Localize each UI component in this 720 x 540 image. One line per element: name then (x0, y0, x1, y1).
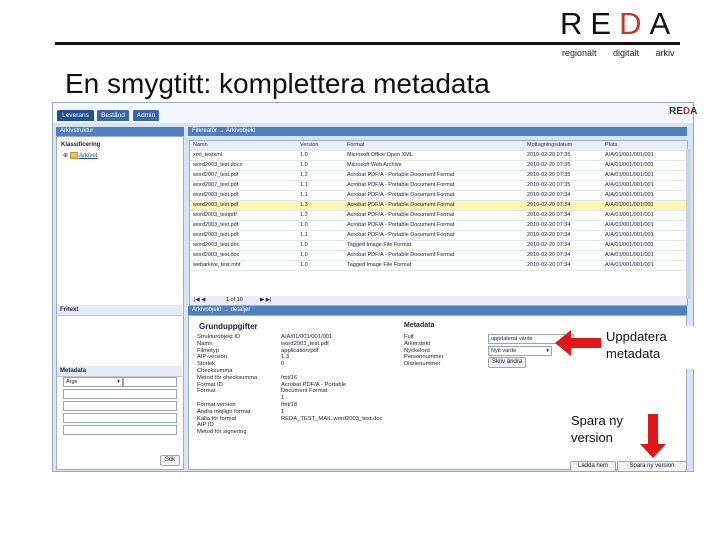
table-cell: Microsoft Office Open XML (347, 152, 413, 158)
detail-line: Acrobat PDF/A - Portable (281, 381, 347, 388)
table-cell: A/A/01/001/001/001 (605, 222, 654, 228)
table-cell: word2003_test.pdf (193, 232, 239, 238)
slide-title: En smygtitt: komplettera metadata (65, 68, 490, 99)
table-cell: 2010-02-20 07:34 (527, 222, 571, 228)
table-cell: 2010-02-20 07:34 (527, 202, 571, 208)
table-cell: word2003_test.pdf (193, 222, 239, 228)
chevron-down-icon: ▾ (546, 348, 549, 354)
detail-line: AIP ID (197, 422, 214, 429)
add-value-button[interactable]: Skriv ändra (488, 357, 526, 368)
tab-bestand[interactable]: Bestånd (97, 110, 129, 121)
table-cell: A/A/01/001/001/001 (605, 242, 654, 248)
detail-line: Format ID (197, 381, 223, 388)
detail-line: Storlek (197, 361, 216, 368)
down-arrow-icon (640, 414, 666, 458)
table-cell: 2010-02-20 07:34 (527, 242, 571, 248)
tagline: regionalt digitalt arkiv (562, 48, 675, 58)
table-cell: 1.0 (300, 152, 308, 158)
table-cell: xml_testxml (193, 152, 223, 158)
table-cell: Acrobat PDF/A - Portable Document Format (347, 252, 455, 258)
basic-info-title: Grunduppgifter (199, 322, 258, 331)
table-cell: Format (347, 142, 365, 148)
detail-line: A/A/01/001/001/001 (281, 334, 333, 340)
table-cell: A/A/01/001/001/001 (605, 182, 654, 188)
table-cell: 2010-02-20 07:34 (527, 232, 571, 238)
detail-line: Diarienummer (404, 361, 441, 368)
metadata-title: Metadata (404, 322, 435, 329)
table-cell: 2010-02-20 07:34 (527, 262, 571, 268)
table-cell: 1.1 (300, 232, 308, 238)
table-cell: 2010-02-20 07:35 (527, 172, 571, 178)
detail-line: 0 (281, 361, 285, 368)
app-brand-logo: REDA (669, 106, 698, 117)
metadata-value-select[interactable]: Nytt värde ▾ (488, 346, 552, 356)
first-page-icon[interactable]: |◀ ◀ (194, 297, 206, 303)
table-cell: word2007_test.pdf (193, 172, 239, 178)
table-cell: Mottagningsdatum (527, 142, 573, 148)
detail-line: Ärkerstrikt (404, 340, 431, 347)
detail-line: Nyckelord (404, 347, 430, 354)
save-version-annotation: Spara ny version (571, 413, 624, 445)
table-cell: Namn (193, 142, 208, 148)
detail-line: Filmetyp (197, 347, 219, 354)
table-cell: 1.0 (300, 222, 308, 228)
table-cell: word2003_test.doc (193, 242, 240, 248)
table-cell: 2010-02-20 07:34 (527, 212, 571, 218)
table-cell: Acrobat PDF/A - Portable Document Format (347, 192, 455, 198)
metadata-fult-input[interactable]: uppdaterat värde (488, 334, 574, 344)
page-indicator: 1 of 10 (226, 297, 243, 303)
table-cell: A/A/01/001/001/001 (605, 252, 654, 258)
table-cell: 1.0 (300, 162, 308, 168)
detail-line: Ändra mojlign format (197, 408, 251, 415)
next-page-icon[interactable]: ▶ ▶| (260, 297, 272, 303)
table-cell: 1.0 (300, 262, 308, 268)
table-cell: Acrobat PDF/A - Portable Document Format (347, 172, 455, 178)
tab-leverans[interactable]: Leverans (57, 110, 94, 121)
table-cell: 1.3 (300, 202, 308, 208)
detail-line: Strukturobjekt ID (197, 334, 241, 340)
left-panel-header: Arkivstruktur (56, 127, 184, 136)
table-cell: 2010-02-20 07:35 (527, 152, 571, 158)
classification-label: Klassificering (61, 142, 101, 148)
table-cell: A/A/01/001/001/001 (605, 152, 654, 158)
metadata-header: Metadata (57, 366, 182, 377)
detail-line: fmt/16 (281, 374, 298, 381)
table-cell: Acrobat PDF/A - Portable Document Format (347, 202, 455, 208)
table-cell: Plats (605, 142, 618, 148)
chevron-down-icon: ▾ (117, 379, 120, 385)
table-cell: word2003_test.pdf (193, 202, 239, 208)
detail-line: Personnummer (404, 354, 444, 361)
table-cell: word2003_test.doc (193, 252, 240, 258)
table-cell: Acrobat PDF/A - Portable Document Format (347, 212, 455, 218)
table-cell: word2007_test.pdf (193, 182, 239, 188)
detail-line: 1 (281, 408, 285, 415)
detail-line: fmt/18 (281, 401, 298, 408)
table-cell: A/A/01/001/001/001 (605, 262, 654, 268)
download-button[interactable]: Ladda hem (570, 461, 616, 472)
detail-panel-header: Arkivobjekt → detaljer (188, 306, 687, 315)
table-cell: word2003_test.pdf (193, 192, 239, 198)
detail-line: REDA_TEST_MAIL.word2003_test.doc (281, 415, 383, 422)
metadata-select[interactable]: Arge ▾ (63, 377, 123, 387)
table-cell: word2003_testpdf (193, 212, 237, 218)
search-button[interactable]: Sök (160, 455, 180, 466)
detail-line: application/pdf (281, 347, 319, 354)
table-cell: Acrobat PDF/A - Portable Document Format (347, 222, 455, 228)
freetext-header: Fritext (57, 305, 182, 316)
table-cell: 1.0 (300, 252, 308, 258)
table-cell: Microsoft Web Archive (347, 162, 402, 168)
table-cell: 1.2 (300, 212, 308, 218)
detail-line: Metod för checksumma (197, 374, 258, 381)
tree-item-label[interactable]: Arkivet (79, 153, 98, 160)
table-cell: 2010-02-20 07:34 (527, 192, 571, 198)
update-metadata-annotation: Uppdatera metadata (606, 329, 667, 361)
detail-line: Document Format (281, 388, 328, 395)
table-cell: webarkive_test.mht (193, 262, 241, 268)
detail-line: Checksumma (197, 367, 233, 374)
detail-line: 1 (281, 395, 285, 402)
reda-logo: REDA (560, 6, 679, 41)
left-arrow-icon (555, 330, 601, 356)
table-cell: A/A/01/001/001/001 (605, 192, 654, 198)
table-cell: 1.0 (300, 242, 308, 248)
table-cell: 1.1 (300, 182, 308, 188)
expand-icon[interactable]: ⊕ (63, 153, 69, 160)
table-cell: A/A/01/001/001/001 (605, 202, 654, 208)
table-cell: Acrobat PDF/A - Portable Document Format (347, 182, 455, 188)
detail-line: Källa för format (197, 415, 237, 422)
table-cell: Tagged Image File Format (347, 242, 412, 248)
table-cell: Version (300, 142, 319, 148)
detail-line: Format (197, 388, 216, 395)
table-cell: 2010-02-20 07:35 (527, 182, 571, 188)
table-cell: 2010-02-20 07:35 (527, 162, 571, 168)
table-cell: Acrobat PDF/A - Portable Document Format (347, 232, 455, 238)
detail-line: word2003_test.pdf (281, 340, 329, 347)
tab-admin[interactable]: Admin (133, 110, 159, 121)
detail-line: Namn (197, 340, 213, 347)
detail-line: Format version (197, 401, 236, 408)
save-new-version-button[interactable]: Spara ny version (617, 461, 687, 472)
table-cell: A/A/01/001/001/001 (605, 162, 654, 168)
files-panel-header: Filkreatör → Arkivobjekt (188, 127, 687, 136)
table-cell: word2003_test.docx (193, 162, 243, 168)
detail-line: Metod för signering (197, 429, 247, 436)
detail-line: AIP-version (197, 354, 227, 361)
table-cell: A/A/01/001/001/001 (605, 212, 654, 218)
detail-line: 1.3 (281, 354, 290, 361)
detail-line: Fult (404, 334, 414, 340)
table-cell: 1.2 (300, 172, 308, 178)
table-cell: A/A/01/001/001/001 (605, 232, 654, 238)
table-cell: A/A/01/001/001/001 (605, 172, 654, 178)
table-cell: Tagged Image File Format (347, 262, 412, 268)
table-cell: 2010-02-20 07:34 (527, 252, 571, 258)
table-cell: 1.1 (300, 192, 308, 198)
